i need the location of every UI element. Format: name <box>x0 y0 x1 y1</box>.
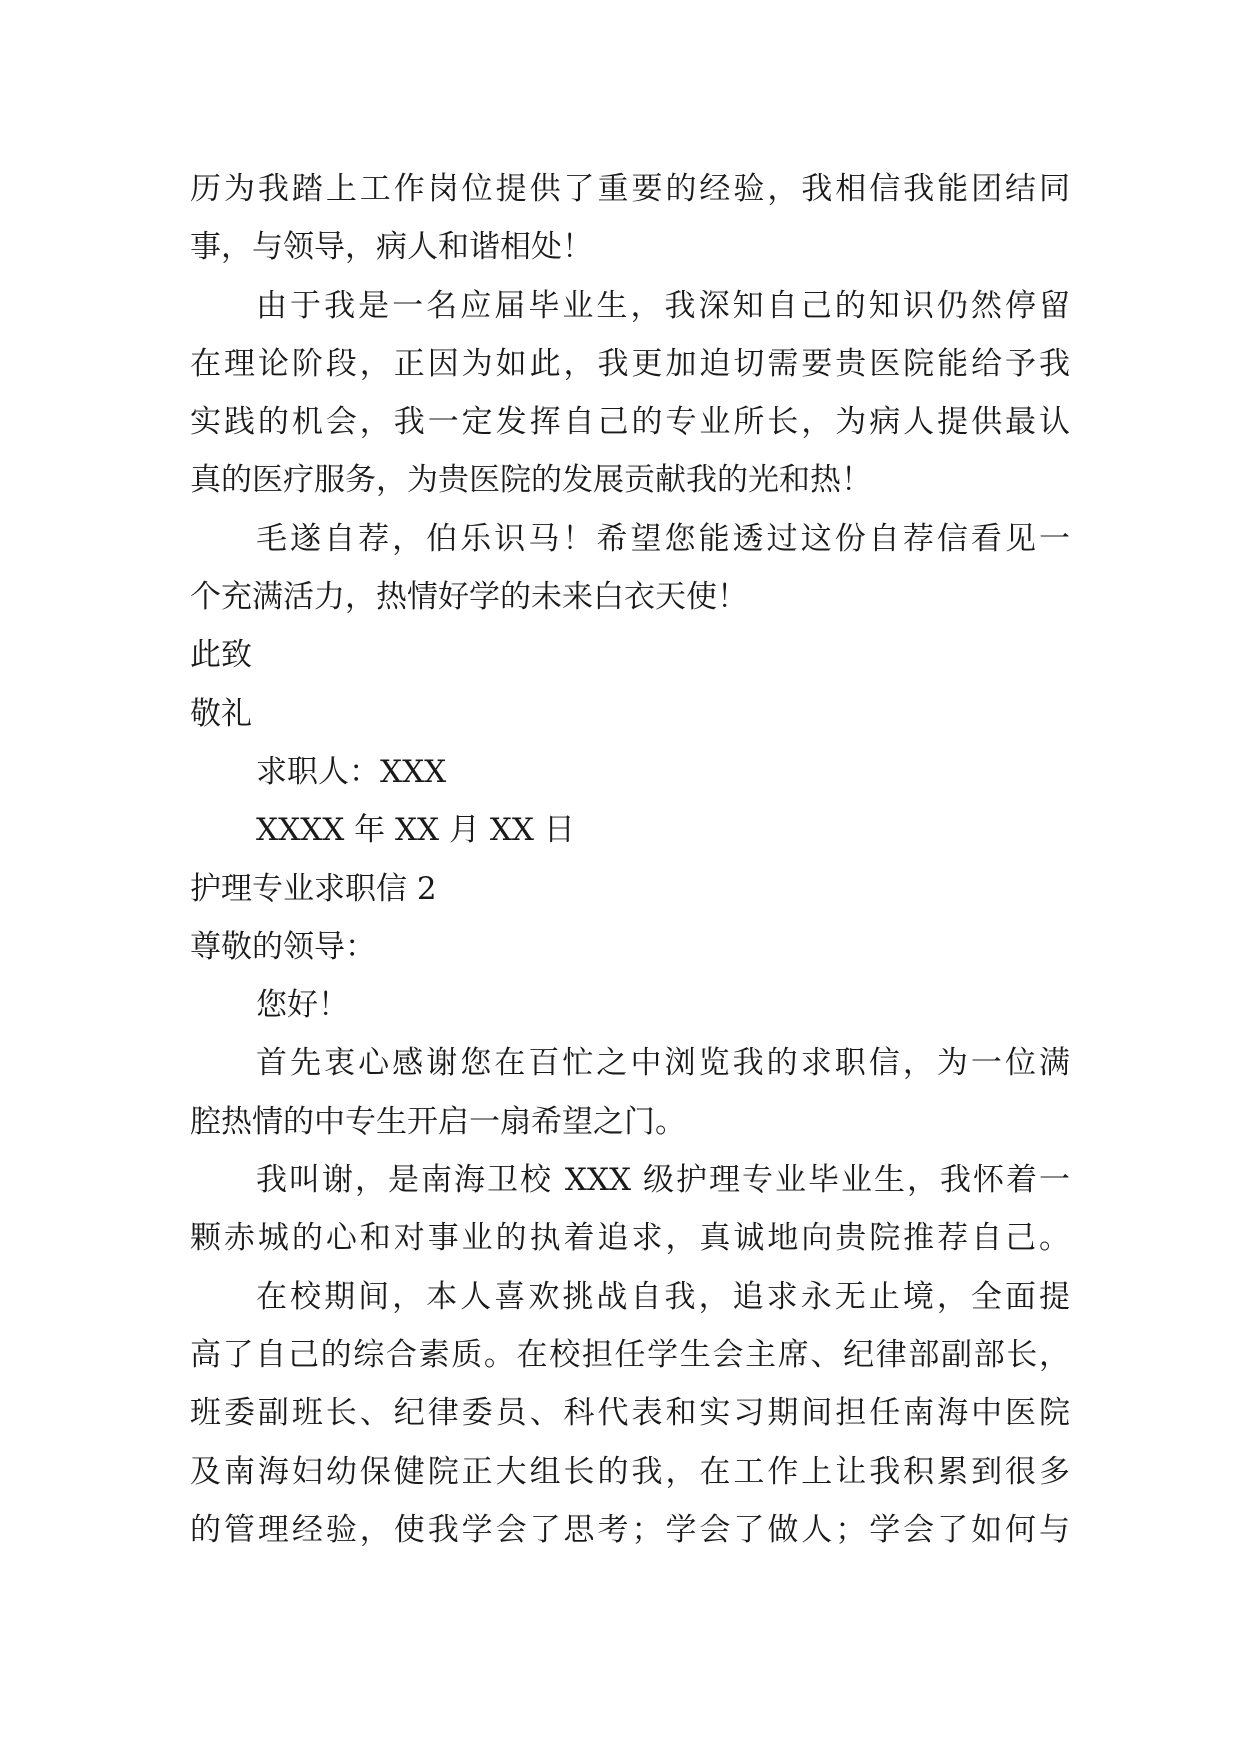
text-line: 由于我是一名应届毕业生，我深知自己的知识仍然停留 <box>256 287 1070 324</box>
text-line: 求职人：XXX <box>256 753 447 790</box>
text-line: 您好！ <box>256 987 349 1024</box>
text-line: 护理专业求职信 2 <box>190 870 437 907</box>
letter-body <box>190 160 1070 1559</box>
text-line: 首先衷心感谢您在百忙之中浏览我的求职信，为一位满 <box>256 1045 1070 1082</box>
text-line: 尊敬的领导： <box>190 928 376 965</box>
text-line: 颗赤城的心和对事业的执着追求，真诚地向贵院推荐自己。 <box>190 1220 1070 1257</box>
text-line: 的管理经验，使我学会了思考；学会了做人；学会了如何与 <box>190 1511 1070 1548</box>
text-line: 腔热情的中专生开启一扇希望之门。 <box>190 1103 686 1140</box>
text-line: 及南海妇幼保健院正大组长的我，在工作上让我积累到很多 <box>190 1453 1070 1490</box>
text-line: 在理论阶段，正因为如此，我更加迫切需要贵医院能给予我 <box>190 345 1070 382</box>
text-line: 事，与领导，病人和谐相处！ <box>190 229 593 266</box>
text-line: 我叫谢，是南海卫校 XXX 级护理专业毕业生，我怀着一 <box>256 1162 1070 1199</box>
text-line: 历为我踏上工作岗位提供了重要的经验，我相信我能团结同 <box>190 171 1070 207</box>
text-line: 个充满活力，热情好学的未来白衣天使！ <box>190 579 748 616</box>
text-line: 班委副班长、纪律委员、科代表和实习期间担任南海中医院 <box>190 1395 1070 1432</box>
text-line: 高了自己的综合素质。在校担任学生会主席、纪律部副部长， <box>190 1336 1070 1373</box>
text-line: 实践的机会，我一定发挥自己的专业所长，为病人提供最认 <box>190 404 1070 441</box>
text-line: XXXX 年 XX 月 XX 日 <box>256 812 575 849</box>
text-line: 在校期间，本人喜欢挑战自我，追求永无止境，全面提 <box>256 1278 1070 1315</box>
text-line: 毛遂自荐，伯乐识马！希望您能透过这份自荐信看见一 <box>256 520 1070 557</box>
text-line: 此致 <box>190 637 252 674</box>
text-line: 敬礼 <box>190 695 252 732</box>
text-line: 真的医疗服务，为贵医院的发展贡献我的光和热！ <box>190 462 872 499</box>
